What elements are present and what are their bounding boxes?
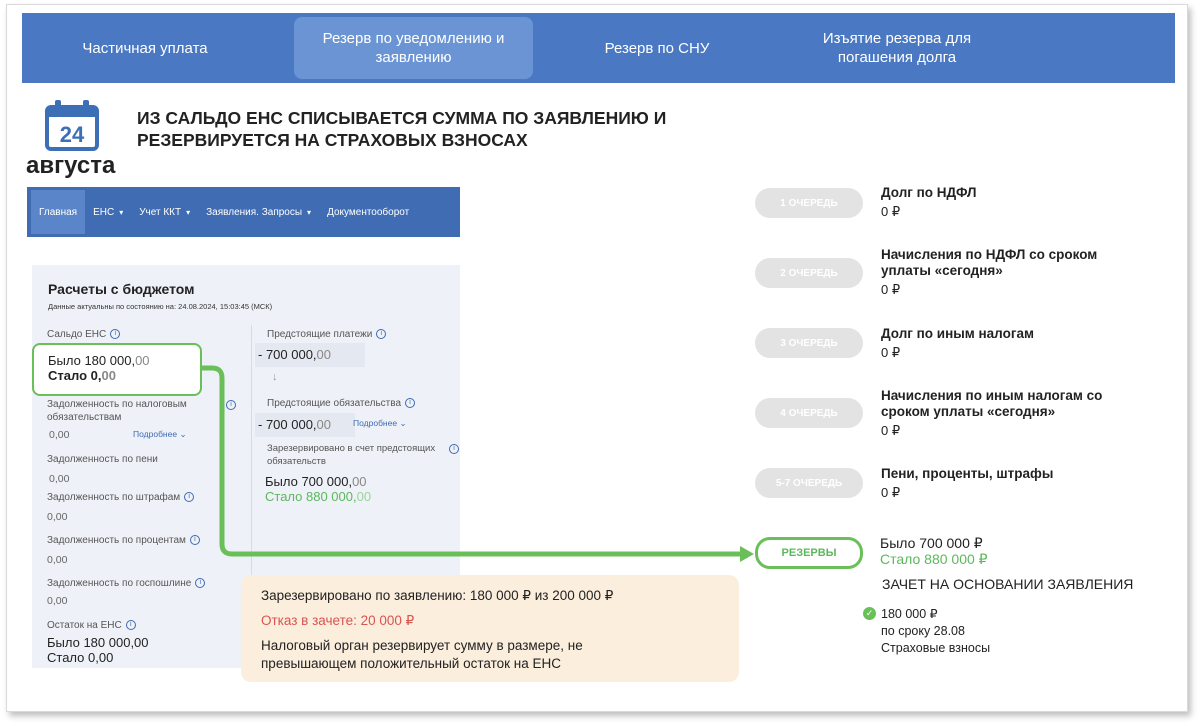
reserves-was: Было 700 000 ₽ — [880, 535, 983, 551]
saldo-highlight — [32, 343, 202, 396]
date-month: августа — [26, 152, 116, 179]
balance-was: Было 180 000,00 — [47, 635, 149, 650]
panel-title: Расчеты с бюджетом — [48, 281, 195, 297]
calendar-icon — [45, 99, 99, 151]
arrow-down-icon: ↓ — [272, 371, 278, 383]
panel-subtitle: Данные актуальны по состоянию на: 24.08.2024, 15:03:45 (МСК) — [48, 302, 273, 311]
queue-value-2: 0 ₽ — [881, 282, 901, 297]
upcoming-payments-value: - 700 000,00 — [258, 347, 332, 362]
chevron-down-icon: ▾ — [307, 207, 312, 217]
queue-pill-5: 5-7 ОЧЕРЕДЬ — [755, 468, 863, 498]
tax-debt-value: 0,00 — [49, 429, 70, 441]
reserves-now: Стало 880 000 ₽ — [880, 551, 988, 567]
offset-heading: ЗАЧЕТ НА ОСНОВАНИИ ЗАЯВЛЕНИЯ — [882, 576, 1134, 592]
tax-debt-label: Задолженность по налоговым обязательствам — [47, 399, 187, 423]
info-icon[interactable]: i — [449, 444, 459, 454]
upcoming-obligations-value: - 700 000,00 — [258, 417, 332, 432]
info-icon: i — [184, 492, 194, 502]
info-note — [241, 575, 739, 682]
more-link[interactable]: Подробнее ⌄ — [133, 429, 187, 439]
reserved-label: Зарезервировано в счет предстоящих обязательств — [267, 443, 436, 467]
queue-value-4: 0 ₽ — [881, 423, 901, 438]
upcoming-obligations-label: Предстоящие обязательства i — [267, 397, 415, 410]
info-icon: i — [110, 329, 120, 339]
tab-reserve-sny[interactable]: Резерв по СНУ — [604, 39, 710, 57]
saldo-now: Стало 0,00 — [48, 368, 116, 383]
info-icon: i — [405, 398, 415, 408]
page-headline: ИЗ САЛЬДО ЕНС СПИСЫВАЕТСЯ СУММА ПО ЗАЯВЛЕНИЮ И РЕЗЕРВИРУЕТСЯ НА СТРАХОВЫХ ВЗНОСАХ — [137, 108, 667, 150]
queue-title-5: Пени, проценты, штрафы — [881, 466, 1054, 481]
queue-title-3: Долг по иным налогам — [881, 326, 1034, 341]
balance-label: Остаток на ЕНС i — [47, 619, 136, 632]
duty-value: 0,00 — [47, 595, 68, 607]
interest-value: 0,00 — [47, 554, 68, 566]
balance-now: Стало 0,00 — [47, 650, 114, 665]
queue-value-1: 0 ₽ — [881, 204, 901, 219]
nav-home[interactable]: Главная — [31, 190, 85, 234]
queue-title-4: Начисления по иным налогам со сроком уплаты «сегодня» — [881, 388, 1103, 419]
queue-pill-4: 4 ОЧЕРЕДЬ — [755, 398, 863, 428]
queue-pill-3: 3 ОЧЕРЕДЬ — [755, 328, 863, 358]
saldo-label: Сальдо ЕНС i — [47, 328, 120, 341]
calendar-day: 24 — [59, 122, 85, 147]
info-icon: i — [376, 329, 386, 339]
fines-value: 0,00 — [47, 511, 68, 523]
tab-reserve-by-notice[interactable]: Резерв по уведомлению и заявлению — [294, 17, 533, 79]
tab-partial-payment[interactable]: Частичная уплата — [82, 39, 208, 57]
cabinet-nav — [27, 187, 460, 237]
reserved-now: Стало 880 000,00 — [265, 489, 372, 504]
info-icon[interactable]: i — [226, 400, 236, 410]
nav-ens[interactable]: ЕНС ▾ — [93, 206, 124, 218]
info-icon: i — [126, 620, 136, 630]
chevron-down-icon: ⌄ — [179, 429, 187, 439]
queue-value-3: 0 ₽ — [881, 345, 901, 360]
penalty-value: 0,00 — [49, 473, 70, 485]
queue-title-2: Начисления по НДФЛ со сроком уплаты «сегодня» — [881, 247, 1098, 278]
queue-pill-1: 1 ОЧЕРЕДЬ — [755, 188, 863, 218]
nav-requests[interactable]: Заявления. Запросы ▾ — [206, 206, 312, 218]
check-icon: ✓ — [863, 607, 876, 620]
offset-amount: 180 000 ₽ — [881, 607, 938, 621]
chevron-down-icon: ▾ — [119, 207, 124, 217]
interest-label: Задолженность по процентам i — [47, 534, 200, 547]
duty-label: Задолженность по госпошлине i — [47, 577, 205, 590]
offset-due: по сроку 28.08 — [881, 624, 965, 638]
fines-label: Задолженность по штрафам i — [47, 491, 194, 504]
chevron-down-icon: ▾ — [186, 207, 191, 217]
note-reserved: Зарезервировано по заявлению: 180 000 ₽ из 200 000 ₽ — [261, 588, 614, 603]
penalty-label: Задолженность по пени — [47, 454, 158, 465]
queue-value-5: 0 ₽ — [881, 485, 901, 500]
queue-title-1: Долг по НДФЛ — [881, 185, 977, 200]
nav-kkt[interactable]: Учет ККТ ▾ — [139, 206, 191, 218]
note-explanation: Налоговый орган резервирует сумму в размере, не превышающем положительный остаток на ЕНС — [261, 638, 583, 671]
reserved-was: Было 700 000,00 — [265, 474, 367, 489]
saldo-was: Было 180 000,00 — [48, 353, 150, 368]
offset-type: Страховые взносы — [881, 641, 991, 655]
info-icon: i — [195, 578, 205, 588]
upcoming-payments-label: Предстоящие платежи i — [267, 328, 386, 341]
nav-docs[interactable]: Документооборот — [327, 206, 410, 218]
reserves-pill: РЕЗЕРВЫ — [755, 537, 863, 569]
info-icon: i — [190, 535, 200, 545]
queue-pill-2: 2 ОЧЕРЕДЬ — [755, 258, 863, 288]
more-link[interactable]: Подробнее ⌄ — [353, 418, 407, 428]
tab-withdraw-reserve[interactable]: Изъятие резерва для погашения долга — [822, 30, 972, 66]
top-tab-bar — [22, 13, 1175, 83]
note-refusal: Отказ в зачете: 20 000 ₽ — [261, 613, 415, 628]
chevron-down-icon: ⌄ — [399, 418, 407, 428]
